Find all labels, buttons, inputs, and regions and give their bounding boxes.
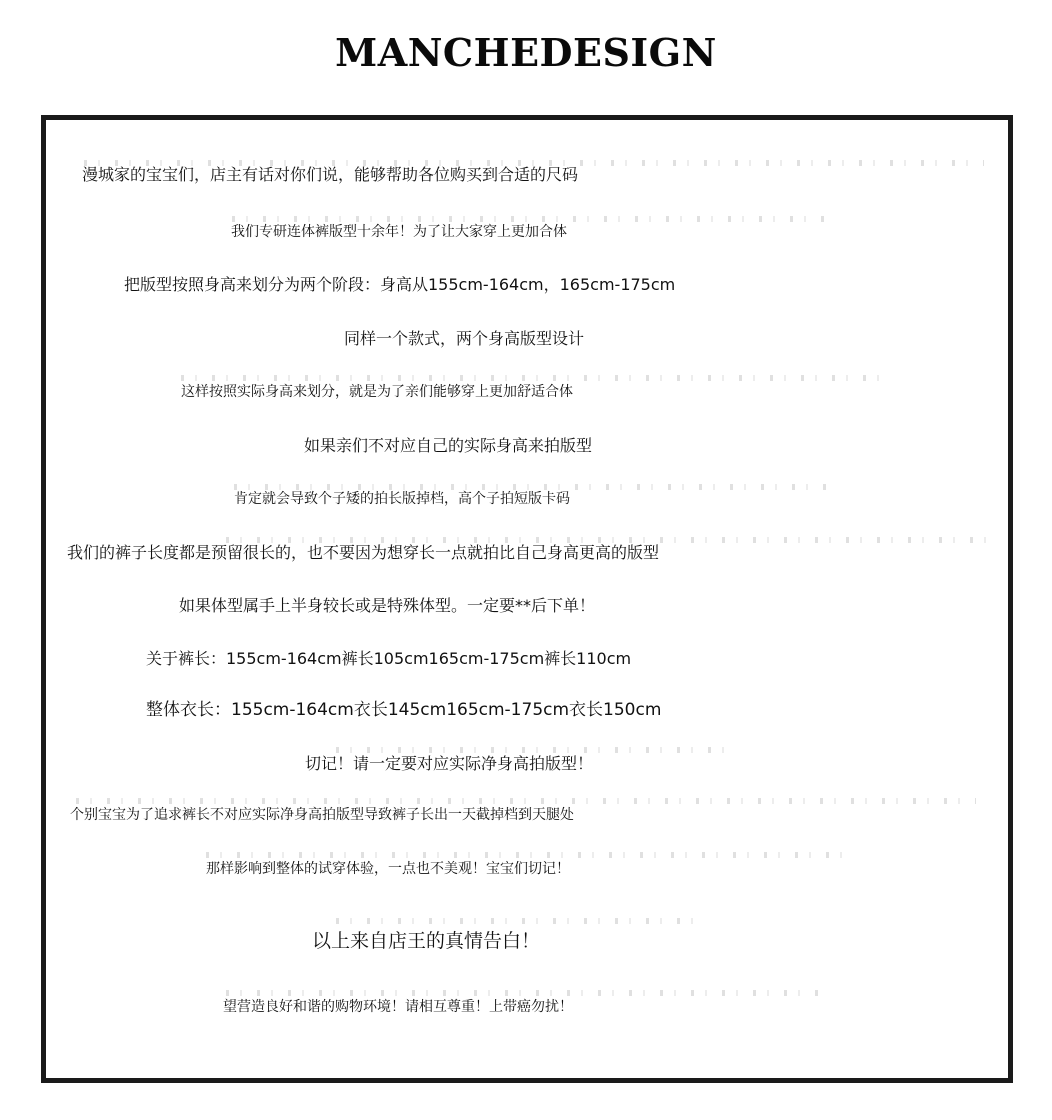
scan-artifact: [226, 990, 826, 996]
notice-line-1: 漫城家的宝宝们，店主有话对你们说，能够帮助各位购买到合适的尺码: [82, 165, 579, 184]
scan-artifact: [181, 375, 881, 381]
scan-artifact: [336, 747, 736, 753]
notice-line-11: 整体衣长：155cm-164cm衣长145cm165cm-175cm衣长150cm: [146, 700, 662, 720]
notice-line-9: 如果体型属手上半身较长或是特殊体型。一定要**后下单！: [179, 596, 596, 615]
notice-line-2: 我们专研连体裤版型十余年！为了让大家穿上更加合体: [231, 224, 567, 240]
notice-line-16: 望营造良好和谐的购物环境！请相互尊重！上带癌勿扰！: [223, 999, 573, 1015]
notice-line-14: 那样影响到整体的试穿体验，一点也不美观！宝宝们切记！: [206, 861, 570, 877]
notice-line-13: 个别宝宝为了追求裤长不对应实际净身高拍版型导致裤子长出一天截掉档到天腿处: [70, 807, 574, 823]
notice-line-7: 肯定就会导致个子矮的拍长版掉档，高个子拍短版卡码: [234, 491, 570, 507]
notice-line-5: 这样按照实际身高来划分，就是为了亲们能够穿上更加舒适合体: [181, 384, 573, 400]
notice-frame: [41, 115, 1013, 1083]
scan-artifact: [232, 216, 832, 222]
scan-artifact: [206, 852, 846, 858]
notice-line-15: 以上来自店王的真情告白！: [312, 930, 541, 952]
notice-line-3: 把版型按照身高来划分为两个阶段：身高从155cm-164cm，165cm-175cm: [124, 275, 676, 294]
brand-title: MANCHEDESIGN: [335, 30, 717, 75]
scan-artifact: [76, 798, 976, 804]
notice-line-8: 我们的裤子长度都是预留很长的，也不要因为想穿长一点就拍比自己身高更高的版型: [67, 543, 660, 562]
scan-artifact: [336, 918, 706, 924]
notice-line-12: 切记！请一定要对应实际净身高拍版型！: [305, 754, 594, 773]
notice-line-10: 关于裤长：155cm-164cm裤长105cm165cm-175cm裤长110cm: [146, 649, 632, 668]
notice-line-4: 同样一个款式，两个身高版型设计: [344, 329, 585, 348]
scan-artifact: [234, 484, 834, 490]
notice-line-6: 如果亲们不对应自己的实际身高来拍版型: [304, 436, 593, 455]
